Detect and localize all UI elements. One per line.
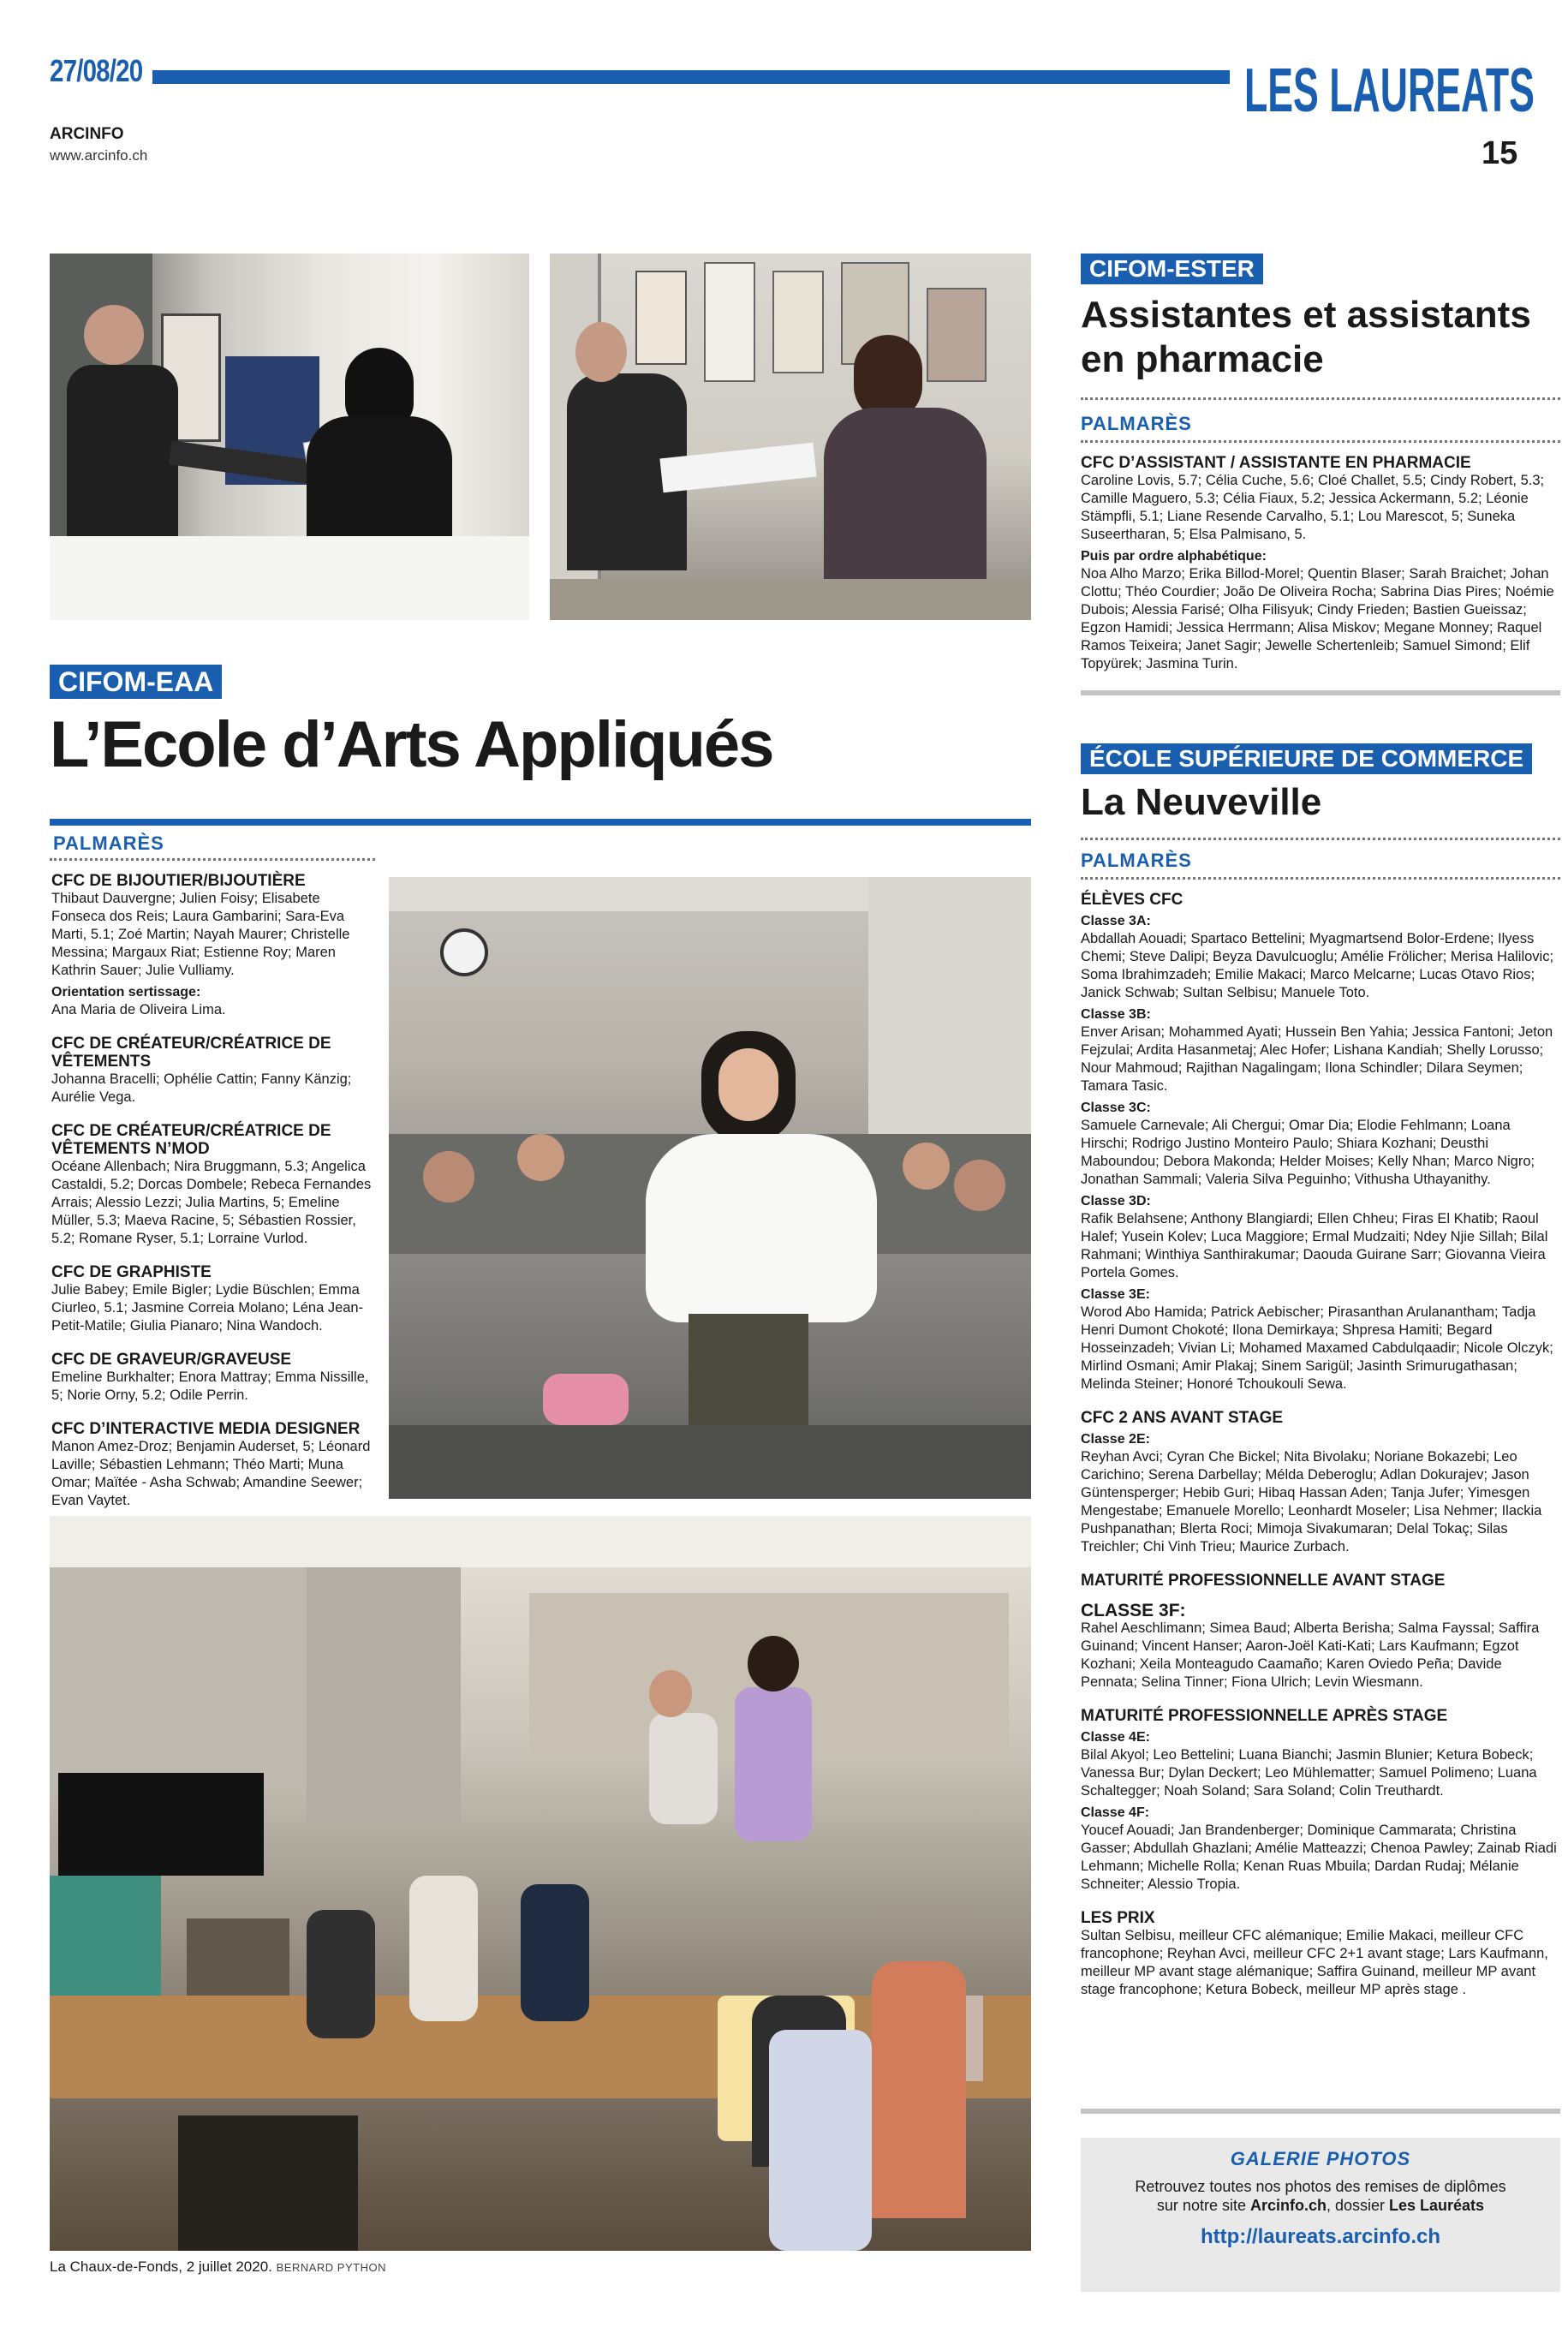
section-badge-cifom-eaa: CIFOM-EAA [50,665,222,699]
gallery-text [1081,2177,1560,2215]
eaa-palmares-label: PALMARÈS [53,832,164,854]
esc-class: Classe 3C: [1081,1101,1151,1115]
ester-dotted-rule [1081,397,1560,400]
eaa-block-text: Thibaut Dauvergne; Julien Foisy; Elisabete Fonseca dos Reis; Laura Gambarini; Sara-Eva Marti, 5.1; Zoé Martin; Nayah Maurer; Christelle Messina; Margaux Riat; Estienne Roy; Maren Kathrin Sauer; Julie Vulliamy. [51,891,350,978]
esc-names: Enver Arisan; Mohammed Ayati; Hussein Ben Yahia; Jessica Fantoni; Jeton Fejzulai; Ardita Hasanmetaj; Alec Hofer; Lishana Kandiah; Shelly Lorusso; Nour Mahmoud; Rajithan Nagalingam; Ilona Schindler; Dilara Seymen; Tamara Tasic. [1081,1024,1553,1094]
publication-name: ARCINFO [50,125,124,143]
photo-caption [50,2258,386,2276]
esc-heading: CFC 2 ANS AVANT STAGE [1081,1409,1284,1427]
ester-end-rule [1081,690,1560,695]
esc-class: Classe 3D: [1081,1194,1151,1208]
esc-names: Bilal Akyol; Leo Bettelini; Luana Bianchi; Jasmin Blunier; Ketura Bobeck; Vanessa Bur; Dylan Deckert; Leo Mühlematter; Samuel Polimeno; Luana Schaltegger; Noah Soland; Sara Soland; Colin Treuthardt. [1081,1747,1537,1799]
section-badge-cifom-ester: CIFOM-ESTER [1081,254,1263,284]
header-rule [152,70,1230,84]
esc-heading: MATURITÉ PROFESSIONNELLE AVANT STAGE [1081,1572,1446,1590]
eaa-block-heading: CFC D’INTERACTIVE MEDIA DESIGNER [51,1420,361,1438]
eaa-block-text: Julie Babey; Emile Bigler; Lydie Büschlen; Emma Ciurleo, 5.1; Jasmine Correia Molano; Léna Jean-Petit-Matile; Giulia Pianaro; Nina Wandoch. [51,1282,364,1334]
photo-group-workshop [50,1516,1031,2251]
caption-text: La Chaux-de-Fonds, 2 juillet 2020. [50,2258,272,2275]
esc-dotted-rule-2 [1081,877,1560,880]
gallery-promo-box [1081,2138,1560,2292]
eaa-block-subtext: Ana Maria de Oliveira Lima. [51,1002,226,1017]
eaa-rule [50,819,1031,826]
eaa-block-text: Océane Allenbach; Nira Bruggmann, 5.3; Angelica Castaldi, 5.2; Dorcas Dombele; Rebeca Fernandes Arrais; Alessio Lezzi; Julia Martins, 5; Emeline Müller, 5.3; Maeva Racine, 5; Sébastien Rossier, 5.2; Romane Ryser, 5.1; Lorraine Vurlod. [51,1159,372,1246]
photo-diploma-handover-2 [550,254,1031,620]
ester-text: Caroline Lovis, 5.7; Célia Cuche, 5.6; Cloé Challet, 5.5; Cindy Robert, 5.3; Camille Maguero, 5.3; Célia Fiaux, 5.2; Jessica Ackermann, 5.2; Léonie Stämpfli, 5.1; Liane Resende Carvalho, 5.1; Lou Marescot, 5; Suneka Suseertharan, 5; Elsa Palmisano, 5. [1081,473,1545,542]
eaa-block-text: Manon Amez-Droz; Benjamin Auderset, 5; Léonard Laville; Sébastien Lehmann; Théo Marti; Muna Omar; Maïtée - Asha Schwab; Amandine Seewer; Evan Vaytet. [51,1439,371,1508]
gallery-site-link[interactable]: Arcinfo.ch [1249,2197,1327,2214]
eaa-block-heading: CFC DE GRAPHISTE [51,1263,212,1281]
article-title-esc: La Neuveville [1081,781,1322,823]
ester-palmares-label: PALMARÈS [1081,413,1192,434]
esc-class-big: CLASSE 3F: [1081,1601,1186,1620]
esc-names: Rafik Belahsene; Anthony Blangiardi; Ellen Chheu; Firas El Khatib; Raoul Halef; Yusein Kolev; Luca Maggiore; Ermal Mudzaiti; Ndey Njie Sillah; Bilal Rahmani; Winthiya Santhirakumar; Daouda Guirane Sarr; Giovanna Vieira Portela Gomes. [1081,1211,1548,1280]
esc-names: Rahel Aeschlimann; Simea Baud; Alberta Berisha; Salma Fayssal; Saffira Guinand; Vincent Hanser; Aaron-Joël Kati-Kati; Lars Kaufmann; Egzot Kozhani; Xeila Monteagudo Caamaño; Karen Oviedo Peña; Davide Pennata; Selina Tinner; Fiona Ulrich; Levin Wiesmann. [1081,1620,1540,1690]
eaa-dotted-rule [50,858,375,861]
eaa-block-sub: Orientation sertissage: [51,985,201,999]
eaa-block-heading: CFC DE CRÉATEUR/CRÉATRICE DE VÊTEMENTS [51,1035,331,1071]
photo-diploma-handover-1 [50,254,529,620]
esc-names: Reyhan Avci; Cyran Che Bickel; Nita Bivolaku; Noriane Bokazebi; Leo Carichino; Serena Darbellay; Mélda Deberoglu; Adlan Dokurajev; Jason Güntensperger; Hebib Guri; Hibaq Hassan Aden; Tanja Jufer; Yimesgen Mengestabe; Emanuele Morello; Leonhardt Moseler; Lisa Nehmer; Ilackia Pushpanathan; Blerta Roci; Mimoja Sivakumaran; Delal Tokaç; Silas Treichler; Chi Vinh Trieu; Maurice Zurbach. [1081,1449,1542,1554]
gallery-folder-name: Les Lauréats [1389,2197,1485,2214]
esc-names: Worod Abo Hamida; Patrick Aebischer; Pirasanthan Arulanantham; Tadja Henri Dumont Chokoté; Ilona Demirkaya; Shpresa Hamiti; Begard Hosseinzadeh; Vivian Li; Mohamed Maxamed Cabdulqaadir; Nicole Olczyk; Mirlind Osmani; Amir Plakaj; Sinem Sarigül; Jasinth Srimurugathasan; Melinda Steiner; Honoré Tchoukouli Sewa. [1081,1304,1553,1392]
esc-dotted-rule [1081,838,1560,840]
esc-names: Sultan Selbisu, meilleur CFC alémanique; Emilie Makaci, meilleur CFC francophone; Reyhan Avci, meilleur CFC 2+1 avant stage; Lars Kaufmann, meilleur MP avant stage alémanique; Saffira Guinand, meilleur MP avant stage francophone; Ketura Bobeck, meilleur MP après stage . [1081,1928,1548,1997]
gallery-url-link[interactable]: http://laureats.arcinfo.ch [1200,2225,1441,2248]
issue-date: 27/08/20 [50,53,143,88]
section-title: LES LAUREATS [1244,57,1535,125]
ester-heading: CFC D’ASSISTANT / ASSISTANTE EN PHARMACIE [1081,454,1471,472]
gallery-line-2-pre: sur notre site [1156,2197,1250,2214]
esc-names: Abdallah Aouadi; Spartaco Bettelini; Myagmartsend Bolor-Erdene; Ilyess Chemi; Steve Dalipi; Beyza Davulcuoglu; Amélie Frölicher; Merisa Halilovic; Soma Ibrahimzadeh; Emilie Makaci; Marco Melcarne; Lucas Otavo Rios; Janick Schwab; Sultan Selbisu; Manuele Toto. [1081,931,1554,1000]
esc-names: Youcef Aouadi; Jan Brandenberger; Dominique Cammarata; Christina Gasser; Abdullah Ghazlani; Amélie Matteazzi; Chenoa Pawley; Zainab Riadi Lehmann; Michelle Rolla; Kenan Ruas Mbuila; Dardan Rudaj; Mélanie Schneiter; Alessio Tropia. [1081,1823,1557,1892]
esc-class: Classe 4E: [1081,1730,1150,1745]
esc-heading: LES PRIX [1081,1909,1155,1927]
esc-class: Classe 3B: [1081,1007,1151,1022]
gallery-line-2-mid: , dossier [1326,2197,1390,2214]
photo-graduate-classroom [389,877,1031,1499]
ester-subtext: Noa Alho Marzo; Erika Billod-Morel; Quentin Blaser; Sarah Braichet; Johan Clottu; Théo Courdier; João De Oliveira Rocha; Sabrina Dias Pires; Noémie Dubois; Alessia Farisé; Olha Filisyuk; Cindy Frieden; Bastien Gueissaz; Egzon Hamidi; Jessica Herrmann; Alisa Miskov; Megane Monney; Raquel Ramos Teixeira; Janet Sagir; Jewelle Schertenleib; Samuel Simond; Elif Topyürek; Jasmina Turin. [1081,566,1554,671]
section-badge-esc: ÉCOLE SUPÉRIEURE DE COMMERCE [1081,743,1532,774]
ester-laureates-list [1081,454,1560,673]
esc-laureates-list [1081,891,1560,1999]
article-title-ester: Assistantes et assistants en pharmacie [1081,294,1531,380]
photo-credit: BERNARD PYTHON [276,2261,386,2274]
eaa-block-heading: CFC DE GRAVEUR/GRAVEUSE [51,1351,292,1369]
esc-names: Samuele Carnevale; Ali Chergui; Omar Dia; Elodie Fehlmann; Loana Hirschi; Rodrigo Justino Monteiro Paulo; Shiara Kozhani; Deusthi Maboundou; Debora Makonda; Helder Moises; Kelly Nhan; Marco Nigro; Jonathan Sammali; Valeria Silva Peguinho; Vithusha Uthayanithy. [1081,1118,1535,1187]
article-title-eaa: L’Ecole d’Arts Appliqués [50,708,773,781]
page-number: 15 [1482,135,1518,171]
eaa-block-text: Johanna Bracelli; Ophélie Cattin; Fanny Känzig; Aurélie Vega. [51,1071,352,1105]
esc-class: Classe 3A: [1081,914,1151,928]
esc-palmares-label: PALMARÈS [1081,850,1192,871]
gallery-line-2 [1081,2196,1560,2215]
gallery-title: GALERIE PHOTOS [1230,2148,1411,2169]
ester-sub: Puis par ordre alphabétique: [1081,549,1267,564]
ester-dotted-rule-2 [1081,440,1560,443]
esc-heading: ÉLÈVES CFC [1081,891,1183,909]
publication-website[interactable]: www.arcinfo.ch [50,147,148,164]
esc-class: Classe 4F: [1081,1805,1150,1820]
gallery-line-1: Retrouvez toutes nos photos des remises de diplômes [1135,2178,1506,2195]
esc-heading: MATURITÉ PROFESSIONNELLE APRÈS STAGE [1081,1707,1448,1725]
eaa-block-heading: CFC DE BIJOUTIER/BIJOUTIÈRE [51,872,306,890]
esc-end-rule [1081,2109,1560,2114]
esc-class: Classe 2E: [1081,1432,1150,1447]
eaa-block-heading: CFC DE CRÉATEUR/CRÉATRICE DE VÊTEMENTS N’MOD [51,1122,331,1158]
eaa-block-text: Emeline Burkhalter; Enora Mattray; Emma Nissille, 5; Norie Orny, 5.2; Odile Perrin. [51,1369,369,1403]
eaa-laureates-list [51,872,377,1510]
esc-class: Classe 3E: [1081,1287,1150,1302]
